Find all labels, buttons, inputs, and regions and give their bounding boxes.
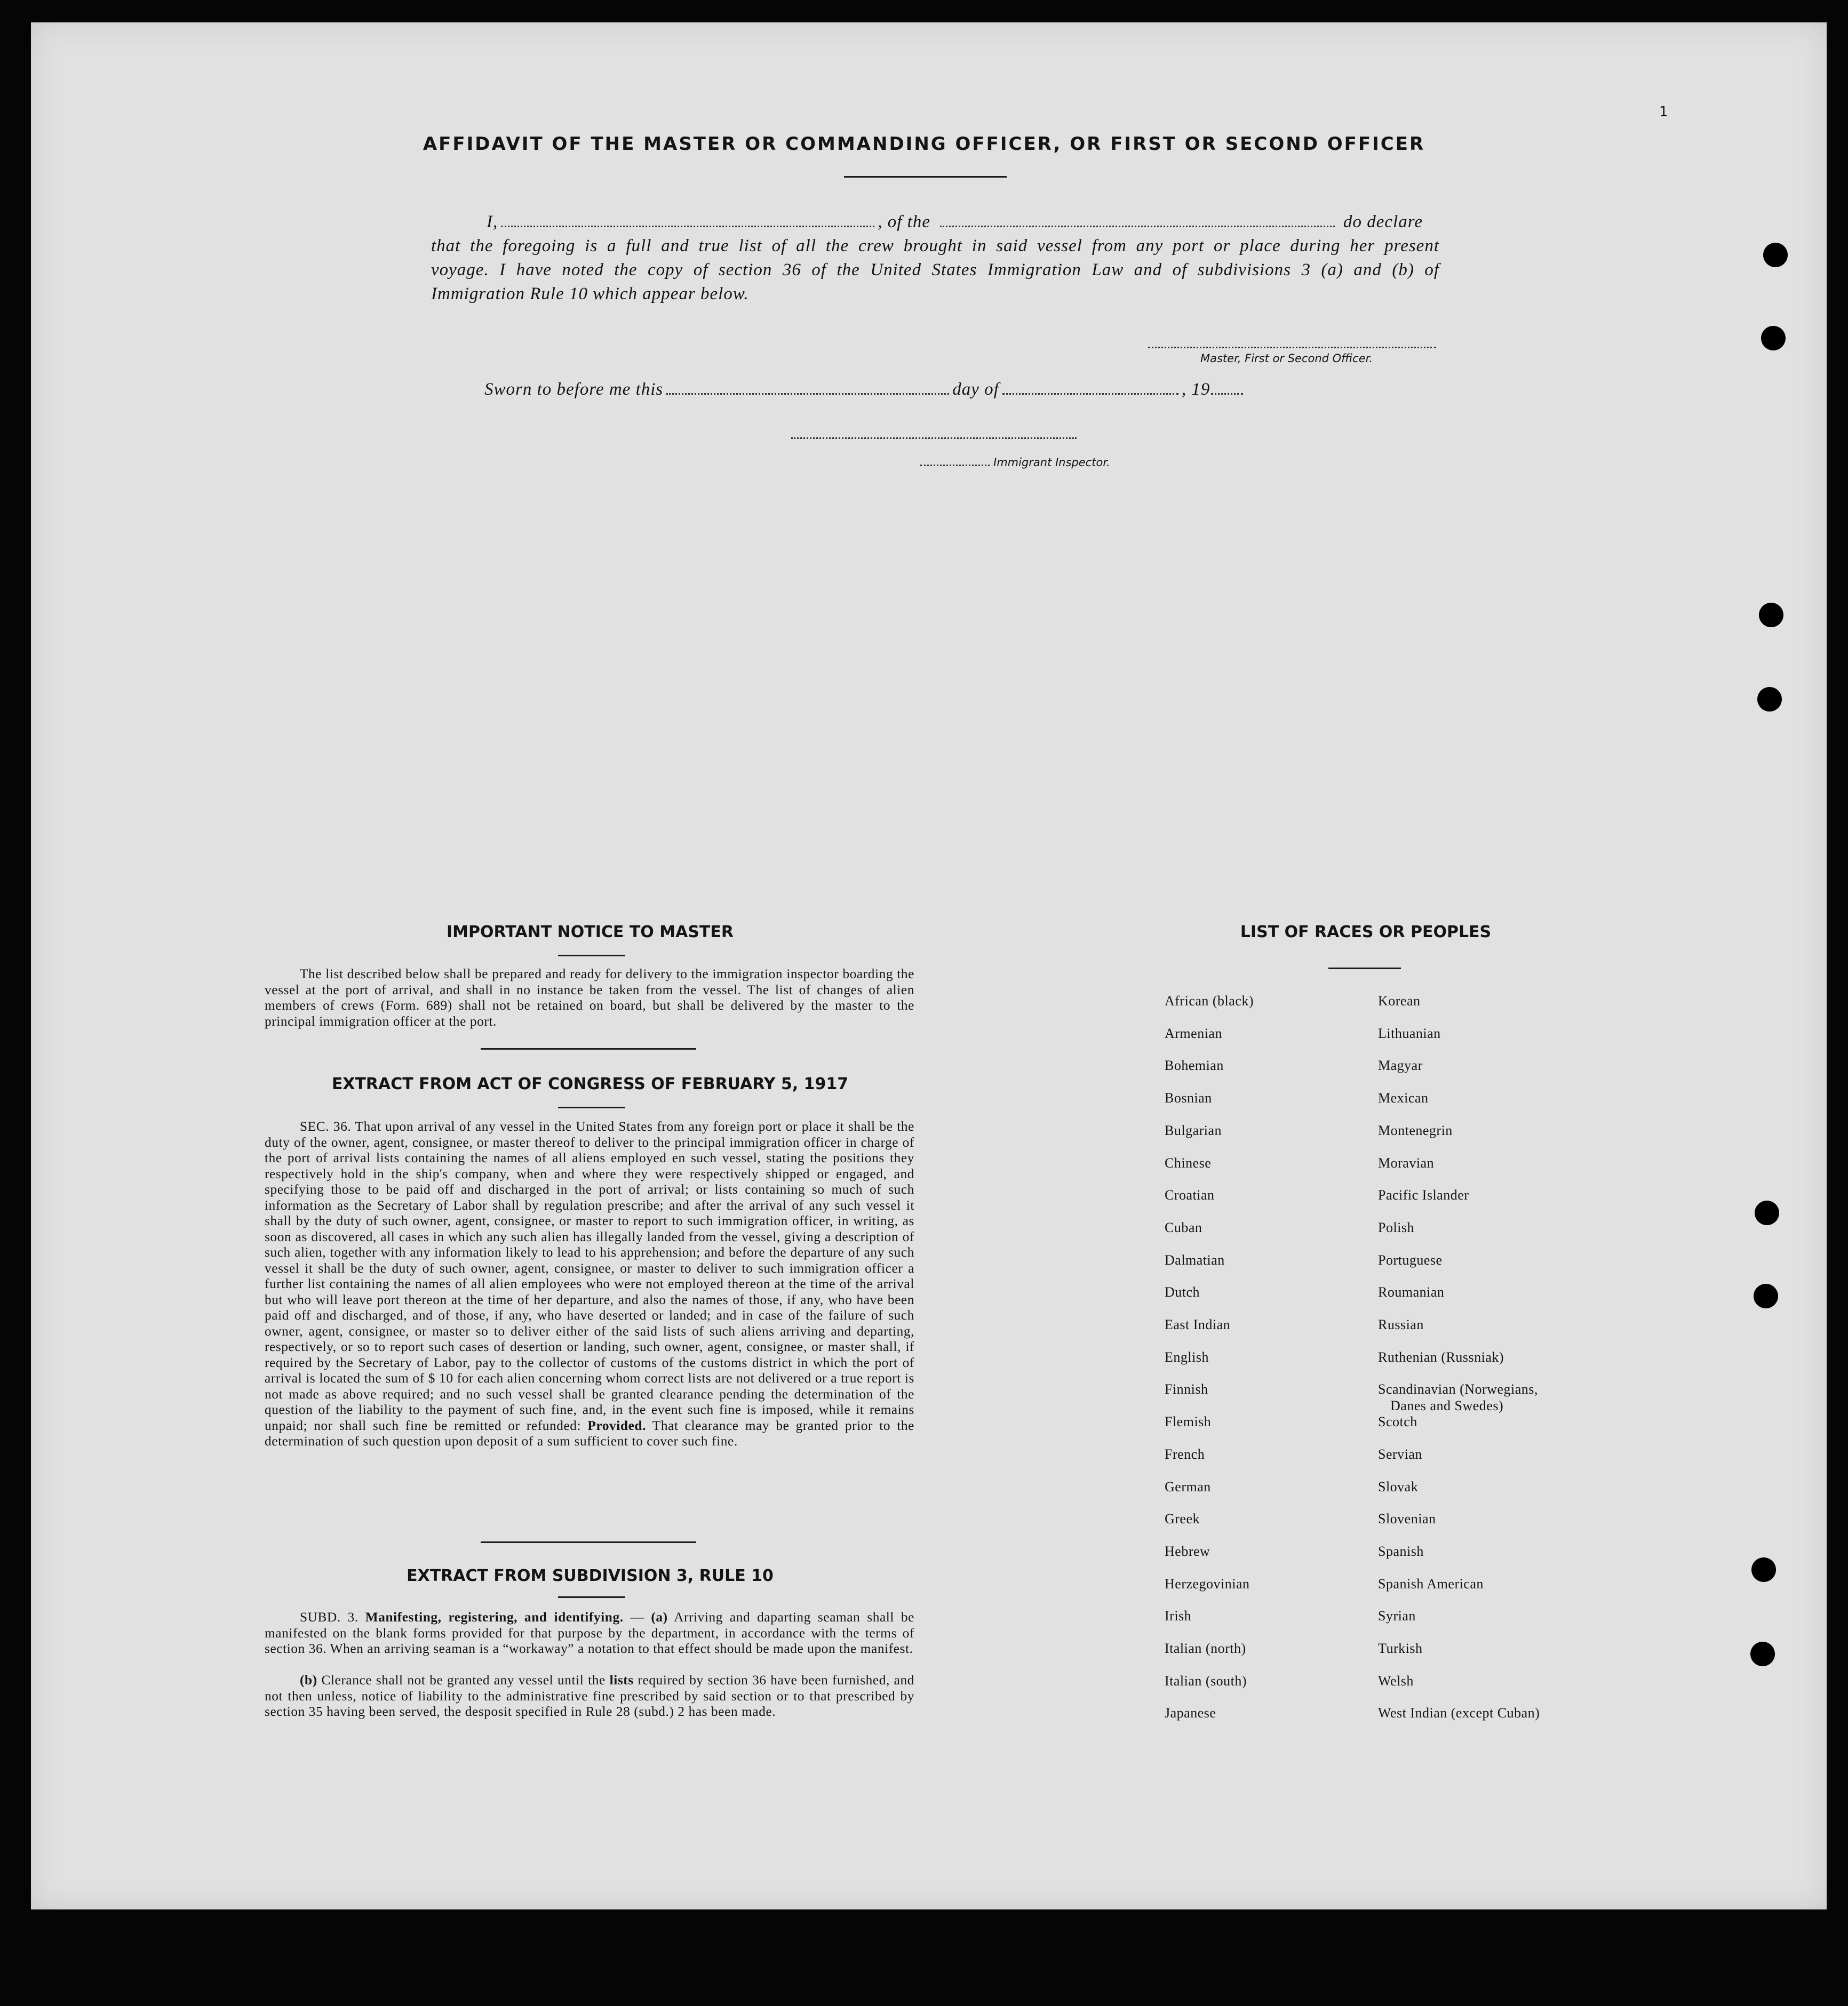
- race-item-left: Bulgarian: [1165, 1123, 1222, 1138]
- race-item-left: German: [1165, 1479, 1211, 1494]
- notice-title: IMPORTANT NOTICE TO MASTER: [447, 923, 734, 941]
- race-item-right: West Indian (except Cuban): [1378, 1705, 1540, 1721]
- inspector-prefix-dots: [920, 465, 990, 466]
- race-item-left: Finnish: [1165, 1381, 1208, 1397]
- notice-divider: [481, 1048, 696, 1050]
- rule-subd-heading: Manifesting, registering, and identifying.: [365, 1610, 624, 1625]
- race-item-right: Servian: [1378, 1446, 1422, 1462]
- act-title-rule: [558, 1107, 625, 1108]
- binder-hole-3: [1759, 603, 1783, 627]
- race-item-left: Dutch: [1165, 1284, 1200, 1300]
- binder-hole-5: [1755, 1201, 1779, 1225]
- race-item-left: English: [1165, 1349, 1209, 1365]
- rule-para-b: [265, 1673, 914, 1720]
- act-text-main: SEC. 36. That upon arrival of any vessel in the United States from any foreign port or place it shall be the duty of the owner, agent, consignee, or master thereof to deliver to the principal immigration officer in charge of the port of arrival lists containing the names of all aliens employed en such vessel, stating the positions they respectively hold in the ship's company, when and where they were respectively shipped or engaged, and specifying those to be paid off and discharged in the port of arrival; or lists containing so much of such information as the Secretary of Labor shall by regulation prescribe; and after the arrival of any such vessel it shall by the duty of such owner, agent, consignee, or master to report to such immigration officer, in writing, as soon as discovered, all cases in which any such alien has illegally landed from the vessel, giving a description of such alien, together with any information likely to lead to his apprehension; and before the departure of any such vessel it shall be the duty of such owner, agent, consignee, or master to deliver to such immigration officer a further list containing the names of all alien employees who were not employed thereon at the time of the arrival but who will leave port thereon at the time of her departure, and also the names of those, if any, who have been paid off and discharged, and of those, if any, who have deserted or landed; and in case of the failure of such owner, agent, consignee, or master so to deliver either of the said lists of such aliens arriving and departing, respectively, or so to report such cases of desertion or landing, such owner, agent, consignee, or master shall, if required by the Secretary of Labor, pay to the collector of customs of the customs district in which the port of arrival is located the sum of $ 10 for each alien concerning whom correct lists are not delivered or a true report is not made as above required; and no such vessel shall be granted clearance pending the determination of the question of the liability to the payment of such fine, and, in the event such fine is imposed, while it remains unpaid; nor shall such fine be remitted or refunded:: [265, 1119, 914, 1433]
- race-item-right: Polish: [1378, 1220, 1415, 1235]
- affidavit-title: AFFIDAVIT OF THE MASTER OR COMMANDING OFFICER, OR FIRST OR SECOND OFFICER: [423, 133, 1425, 155]
- vessel-name-blank[interactable]: [940, 226, 1335, 227]
- rule-para-a: [265, 1610, 914, 1657]
- races-title: LIST OF RACES OR PEOPLES: [1240, 923, 1492, 941]
- master-signature-blank[interactable]: [1148, 347, 1436, 348]
- race-item-right: Syrian: [1378, 1608, 1416, 1624]
- race-item-left: Herzegovinian: [1165, 1576, 1250, 1592]
- races-title-rule: [1328, 968, 1401, 969]
- master-name-blank[interactable]: [501, 226, 874, 227]
- act-text: [265, 1119, 914, 1450]
- race-item-right: Slovak: [1378, 1479, 1419, 1494]
- race-item-left: Japanese: [1165, 1705, 1216, 1721]
- race-item-left: Italian (north): [1165, 1641, 1246, 1656]
- sworn-year: , 19: [1181, 380, 1210, 399]
- race-item-right: Moravian: [1378, 1155, 1435, 1171]
- race-item-right: Ruthenian (Russniak): [1378, 1349, 1504, 1365]
- race-item-left: Dalmatian: [1165, 1252, 1225, 1268]
- race-item-right: Spanish: [1378, 1544, 1424, 1559]
- inspector-signature-blank[interactable]: [791, 437, 1077, 439]
- sworn-day-blank[interactable]: [666, 393, 949, 395]
- rule-b-label: (b): [300, 1673, 317, 1688]
- race-item-right: Welsh: [1378, 1673, 1414, 1689]
- race-item-right: Spanish American: [1378, 1576, 1484, 1592]
- sworn-month-blank[interactable]: [1002, 393, 1178, 395]
- binder-hole-6: [1754, 1284, 1778, 1308]
- rule-b-text1: Clerance shall not be granted any vessel until the: [321, 1673, 606, 1688]
- rule-b-lists: lists: [609, 1673, 634, 1688]
- binder-hole-8: [1750, 1642, 1775, 1666]
- race-item-left: Cuban: [1165, 1220, 1202, 1235]
- master-signature-label: Master, First or Second Officer.: [1200, 352, 1373, 365]
- affidavit-line2: that the foregoing is a full and true list of all the crew brought in said vessel from any port or place during her present: [431, 236, 1439, 255]
- rule-title-rule: [558, 1596, 625, 1598]
- rule-b-text2: required by section 36 have been furnished, and not then unless, notice of liability to the administrative fine prescribed by said section or to that prescribed by section 35 having been served, the desposit specified in Rule 28 (subd.) 2 has been made.: [265, 1673, 914, 1719]
- binder-hole-7: [1751, 1557, 1776, 1582]
- affidavit-i: I,: [487, 212, 498, 231]
- race-item-left: Bosnian: [1165, 1090, 1212, 1106]
- race-item-left: Greek: [1165, 1511, 1200, 1527]
- race-item-right: Roumanian: [1378, 1284, 1445, 1300]
- act-title: EXTRACT FROM ACT OF CONGRESS OF FEBRUARY 5, 1917: [331, 1075, 849, 1093]
- race-item-left: Bohemian: [1165, 1058, 1224, 1073]
- race-continuation: Danes and Swedes): [1390, 1398, 1504, 1413]
- rule-a-text: Arriving and daparting seaman shall be manifested on the blank forms provided for that purpose by the department, in accordance with the terms of section 36. When an arriving seaman is a “workaway” a notation to that effect should be made upon the manifest.: [265, 1610, 914, 1656]
- race-item-left: French: [1165, 1446, 1205, 1462]
- affidavit-line1: [487, 212, 1423, 232]
- race-item-left: Italian (south): [1165, 1673, 1247, 1689]
- race-item-left: Irish: [1165, 1608, 1192, 1624]
- binder-hole-4: [1757, 687, 1782, 712]
- race-item-left: Croatian: [1165, 1187, 1215, 1203]
- rule-title: EXTRACT FROM SUBDIVISION 3, RULE 10: [407, 1567, 774, 1585]
- race-item-right: Portuguese: [1378, 1252, 1443, 1268]
- race-item-right: Pacific Islander: [1378, 1187, 1469, 1203]
- affidavit-line4: Immigration Rule 10 which appear below.: [431, 284, 749, 303]
- race-item-left: Chinese: [1165, 1155, 1212, 1171]
- rule-a-label: (a): [651, 1610, 668, 1625]
- race-item-right: Korean: [1378, 993, 1421, 1009]
- act-text-end: That clearance may be granted prior to the determination of such question upon deposit of a sum sufficient to cover such fine.: [265, 1418, 914, 1449]
- margin-mark: 1: [1659, 104, 1668, 120]
- inspector-label: Immigrant Inspector.: [993, 456, 1110, 469]
- notice-title-rule: [558, 955, 625, 956]
- race-item-left: East Indian: [1165, 1317, 1231, 1332]
- affidavit-line3: voyage. I have noted the copy of section 36 of the United States Immigration Law and of subdivisions 3 (a) and (b) of: [431, 260, 1439, 279]
- sworn-line: [484, 380, 1246, 399]
- binder-hole-2: [1761, 326, 1786, 350]
- race-item-left: Armenian: [1165, 1026, 1222, 1041]
- affidavit-declare: do declare: [1343, 212, 1423, 231]
- race-item-right: Slovenian: [1378, 1511, 1436, 1527]
- race-item-left: Flemish: [1165, 1414, 1212, 1429]
- act-provided: Provided.: [587, 1418, 647, 1433]
- race-item-left: African (black): [1165, 993, 1254, 1009]
- race-item-right: Scandinavian (Norwegians,: [1378, 1381, 1538, 1397]
- rule-dash: —: [630, 1610, 644, 1625]
- race-item-right: Mexican: [1378, 1090, 1429, 1106]
- race-item-right: Lithuanian: [1378, 1026, 1441, 1041]
- sworn-prefix: Sworn to before me this: [484, 380, 664, 399]
- affidavit-of-the: , of the: [878, 212, 930, 231]
- notice-text: The list described below shall be prepared and ready for delivery to the immigration inspector boarding the vessel at the port of arrival, and shall in no instance be taken from the vessel. The list of changes of alien members of crews (Form. 689) shall not be retained on board, but shall be delivered by the master to the principal immigration officer at the port.: [265, 966, 914, 1029]
- race-item-right: Magyar: [1378, 1058, 1423, 1073]
- race-item-right: Scotch: [1378, 1414, 1417, 1429]
- sworn-day-of: day of: [952, 380, 999, 399]
- race-item-right: Turkish: [1378, 1641, 1423, 1656]
- race-item-right: Russian: [1378, 1317, 1424, 1332]
- race-item-right: Montenegrin: [1378, 1123, 1453, 1138]
- affidavit-title-rule: [844, 176, 1007, 178]
- sworn-year-blank[interactable]: [1211, 393, 1243, 395]
- act-divider: [481, 1541, 696, 1543]
- binder-hole-1: [1763, 243, 1788, 267]
- rule-subd-prefix: SUBD. 3.: [300, 1610, 359, 1625]
- race-item-left: Hebrew: [1165, 1544, 1210, 1559]
